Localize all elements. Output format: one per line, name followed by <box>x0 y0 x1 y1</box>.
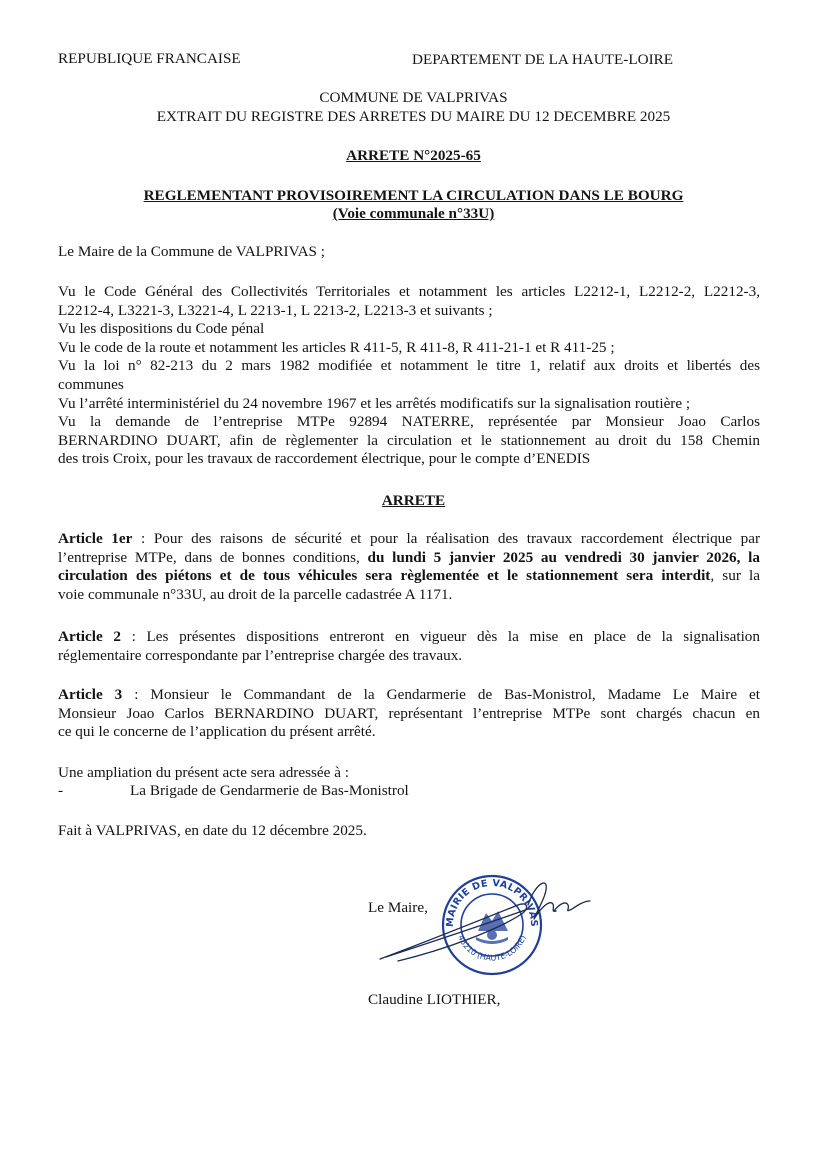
article-2 <box>58 628 760 665</box>
header-right: DEPARTEMENT DE LA HAUTE-LOIRE <box>412 51 674 68</box>
article-3-label: Article 3 <box>58 686 123 703</box>
visa-5: Vu l’arrêté interministériel du 24 novembre 1967 et les arrêtés modificatifs sur la signalisation routière ; <box>58 394 691 412</box>
signatory-name: Claudine LIOTHIER, <box>368 991 501 1008</box>
article-3-line-3: ce qui le concerne de l’application du présent arrêté. <box>58 723 376 741</box>
article-3 <box>58 686 760 742</box>
visa-4-line-1: Vu la loi n° 82-213 du 2 mars 1982 modifiée et notamment le titre 1, relatif aux droits et libertés des <box>58 357 760 375</box>
ampliation-dash: - <box>58 782 64 799</box>
article-2-line-1: : Les présentes dispositions entreront en vigueur dès la mise en place de la signalisation <box>120 628 760 645</box>
visas-block <box>58 283 760 469</box>
ampliation-item: La Brigade de Gendarmerie de Bas-Monistrol <box>130 782 409 799</box>
article-2-label: Article 2 <box>58 628 121 645</box>
intro-text: Le Maire de la Commune de VALPRIVAS ; <box>58 243 326 260</box>
visa-1-line-1: Vu le Code Général des Collectivités Territoriales et notamment les articles L2212-1, L2212-2, L2212-3, <box>58 283 760 300</box>
article-1-line-2: l’entreprise MTPe, dans de bonnes conditions, <box>58 548 368 566</box>
article-3-line-2: Monsieur Joao Carlos BERNARDINO DUART, représentant l’entreprise MTPe sont chargés chacun en <box>58 704 760 722</box>
signatory-title: Le Maire, <box>368 899 428 916</box>
article-1-measure: circulation des piétons et de tous véhicules sera règlementée et le stationnement sera interdit <box>58 567 711 585</box>
article-1-label: Article 1er <box>58 530 133 547</box>
arrete-number: ARRETE N°2025-65 <box>346 147 481 164</box>
visa-2: Vu les dispositions du Code pénal <box>58 320 265 338</box>
article-1 <box>58 530 760 604</box>
arrete-heading: ARRETE <box>381 492 446 509</box>
article-1-line-1: : Pour des raisons de sécurité et pour la réalisation des travaux raccordement électrique par <box>132 530 761 547</box>
article-1-line-4: voie communale n°33U, au droit de la parcelle cadastrée A 1171. <box>58 585 453 603</box>
article-2-line-2: réglementaire correspondante par l’entreprise chargée des travaux. <box>58 646 463 664</box>
handwritten-signature <box>378 875 593 965</box>
ampliation-intro: Une ampliation du présent acte sera adressée à : <box>58 764 349 781</box>
visa-6-line-2: BERNARDINO DUART, afin de règlementer la circulation et le stationnement au droit du 158 Chemin <box>58 431 760 449</box>
visa-1-line-2: L2212-4, L3221-3, L3221-4, L 2213-1, L 2213-2, L2213-3 et suivants ; <box>58 301 493 319</box>
commune-title: COMMUNE DE VALPRIVAS <box>319 89 508 106</box>
subject-line-1: REGLEMENTANT PROVISOIREMENT LA CIRCULATION DANS LE BOURG <box>143 187 684 204</box>
subject-line-2: (Voie communale n°33U) <box>332 205 495 222</box>
registre-title: EXTRAIT DU REGISTRE DES ARRETES DU MAIRE DU 12 DECEMBRE 2025 <box>156 108 671 125</box>
header-left: REPUBLIQUE FRANCAISE <box>58 50 241 67</box>
stamp-bottom-text: 43210 (HAUTE-LOIRE) <box>456 933 528 963</box>
visa-6-line-1: Vu la demande de l’entreprise MTPe 92894 NATERRE, représentée par Monsieur Joao Carlos <box>58 413 760 431</box>
article-1-line-3: , sur la <box>710 567 760 585</box>
article-1-dates: du lundi 5 janvier 2025 au vendredi 30 janvier 2026, la <box>367 548 760 566</box>
article-3-line-1: : Monsieur le Commandant de la Gendarmerie de Bas-Monistrol, Madame Le Maire et <box>122 686 760 703</box>
visa-6-line-3: des trois Croix, pour les travaux de raccordement électrique, pour le compte d’ENEDIS <box>58 450 591 468</box>
stamp-top-text: MAIRIE DE VALPRIVAS <box>444 877 540 928</box>
fait-a: Fait à VALPRIVAS, en date du 12 décembre 2025. <box>58 822 367 839</box>
visa-4-line-2: communes <box>58 375 124 393</box>
visa-3: Vu le code de la route et notamment les articles R 411-5, R 411-8, R 411-21-1 et R 411-25 ; <box>58 338 615 356</box>
